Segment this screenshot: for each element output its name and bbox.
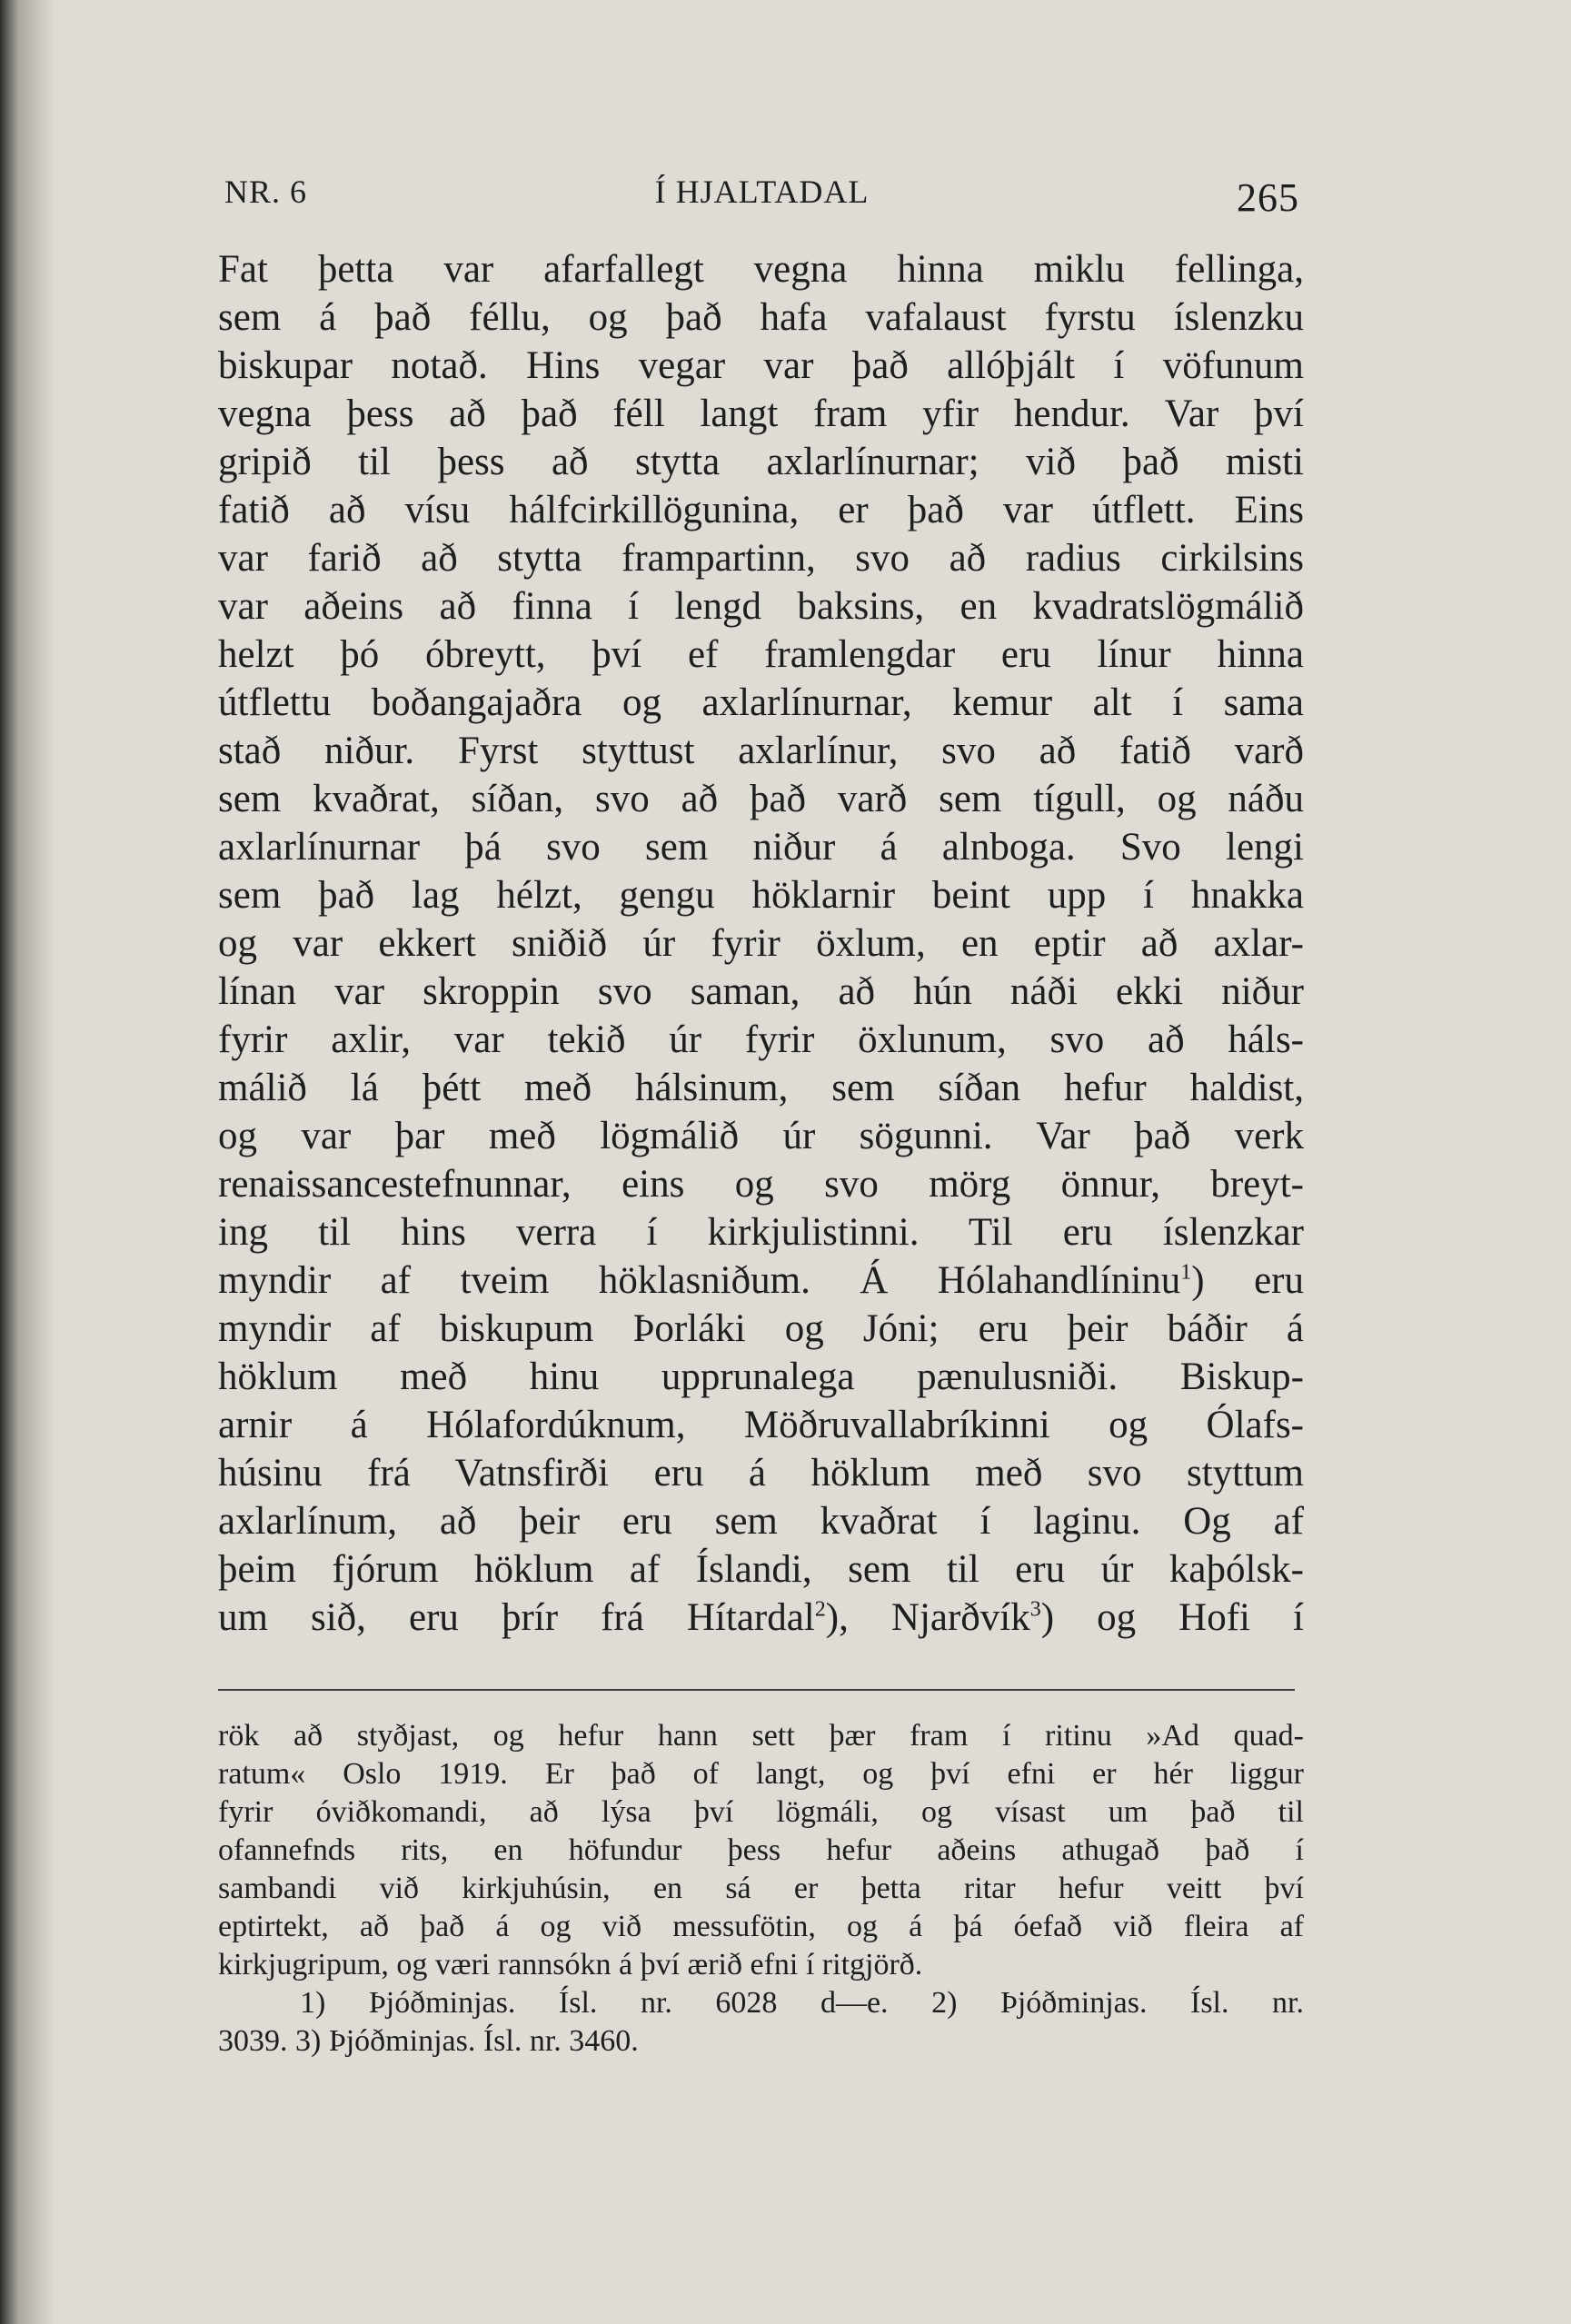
footnote-ref: 3	[1029, 1597, 1041, 1622]
running-title: Í HJALTADAL	[654, 174, 870, 210]
body-line: og var þar með lögmálið úr sögunni. Var það verk	[218, 1115, 1304, 1157]
page-number: 265	[1237, 175, 1299, 220]
body-line: axlarlínurnar þá svo sem niður á alnboga. Svo lengi	[218, 826, 1304, 869]
footnote-references: 1) Þjóðminjas. Ísl. nr. 6028 d—e. 2) Þjóðminjas. Ísl. nr.	[300, 1986, 1304, 2020]
body-line: helzt þó óbreytt, því ef framlengdar eru línur hinna	[218, 633, 1304, 676]
body-line-mid: ), Njarðvík	[825, 1596, 1030, 1639]
footnote-line: ratum« Oslo 1919. Er það of langt, og því efni er hér liggur	[218, 1757, 1304, 1791]
body-line: og var ekkert sniðið úr fyrir öxlum, en eptir að axlar-	[218, 922, 1304, 965]
body-line: fyrir axlir, var tekið úr fyrir öxlunum, svo að háls-	[218, 1018, 1304, 1061]
body-line: línan var skroppin svo saman, að hún náði ekki niður	[218, 970, 1304, 1013]
body-line: gripið til þess að stytta axlarlínurnar; við það misti	[218, 441, 1304, 483]
footnote-ref: 1	[1180, 1260, 1192, 1285]
body-line: var aðeins að finna í lengd baksins, en kvadratslögmálið	[218, 585, 1304, 628]
body-line: sem á það féllu, og það hafa vafalaust fyrstu íslenzku	[218, 296, 1304, 339]
footnote-references: 3039. 3) Þjóðminjas. Ísl. nr. 3460.	[218, 2024, 639, 2058]
footnote-line: rök að styðjast, og hefur hann sett þær fram í ritinu »Ad quad-	[218, 1719, 1304, 1753]
body-line: sem kvaðrat, síðan, svo að það varð sem tígull, og náðu	[218, 778, 1304, 820]
body-line: húsinu frá Vatnsfirði eru á höklum með svo styttum	[218, 1452, 1304, 1495]
body-line: var farið að stytta frampartinn, svo að radius cirkilsins	[218, 537, 1304, 580]
footnote-ref: 2	[814, 1597, 826, 1622]
footnote-line: kirkjugripum, og væri rannsókn á því ærið efni í ritgjörð.	[218, 1948, 923, 1981]
body-text	[218, 245, 1304, 1642]
footnote-divider	[218, 1689, 1295, 1691]
footnote-line: eptirtekt, að það á og við messufötin, og á þá óefað við fleira af	[218, 1910, 1304, 1943]
issue-number: NR. 6	[224, 174, 308, 210]
body-line: Fat þetta var afarfallegt vegna hinna miklu fellinga,	[218, 248, 1304, 291]
body-line: myndir af biskupum Þorláki og Jóni; eru þeir báðir á	[218, 1307, 1304, 1350]
body-line: málið lá þétt með hálsinum, sem síðan hefur haldist,	[218, 1067, 1304, 1109]
body-line-tail: ) og Hofi í	[1040, 1596, 1305, 1639]
body-line: vegna þess að það féll langt fram yfir hendur. Var því	[218, 392, 1304, 435]
body-line: biskupar notað. Hins vegar var það allóþjált í vöfunum	[218, 344, 1304, 387]
body-line: þeim fjórum höklum af Íslandi, sem til eru úr kaþólsk-	[218, 1548, 1304, 1591]
body-line-with-footnote-ref	[218, 1256, 1304, 1305]
body-line: útflettu boðangajaðra og axlarlínurnar, kemur alt í sama	[218, 681, 1304, 724]
footnote-line: ofannefnds rits, en höfundur þess hefur aðeins athugað það í	[218, 1833, 1304, 1867]
body-line: arnir á Hólafordúknum, Möðruvallabríkinni og Ólafs-	[218, 1404, 1304, 1446]
body-line: axlarlínum, að þeir eru sem kvaðrat í laginu. Og af	[218, 1500, 1304, 1543]
body-line: fatið að vísu hálfcirkillögunina, er það var útflett. Eins	[218, 489, 1304, 531]
footnotes	[218, 1717, 1304, 2061]
body-line: höklum með hinu upprunalega pænulusniði. Biskup-	[218, 1356, 1304, 1398]
body-line-tail: ) eru	[1191, 1259, 1304, 1302]
body-line-text: myndir af tveim höklasniðum. Á Hólahandlíninu	[218, 1259, 1181, 1302]
footnote-line: fyrir óviðkomandi, að lýsa því lögmáli, og vísast um það til	[218, 1795, 1304, 1829]
body-line: ing til hins verra í kirkjulistinni. Til eru íslenzkar	[218, 1211, 1304, 1254]
body-line-text: um sið, eru þrír frá Hítardal	[218, 1596, 815, 1639]
body-line: stað niður. Fyrst styttust axlarlínur, svo að fatið varð	[218, 730, 1304, 772]
running-header	[224, 173, 1299, 218]
body-line-with-footnote-refs	[218, 1594, 1304, 1642]
body-line: sem það lag hélzt, gengu höklarnir beint upp í hnakka	[218, 874, 1304, 917]
footnote-line: sambandi við kirkjuhúsin, en sá er þetta ritar hefur veitt því	[218, 1872, 1304, 1905]
body-line: renaissancestefnunnar, eins og svo mörg önnur, breyt-	[218, 1163, 1304, 1206]
